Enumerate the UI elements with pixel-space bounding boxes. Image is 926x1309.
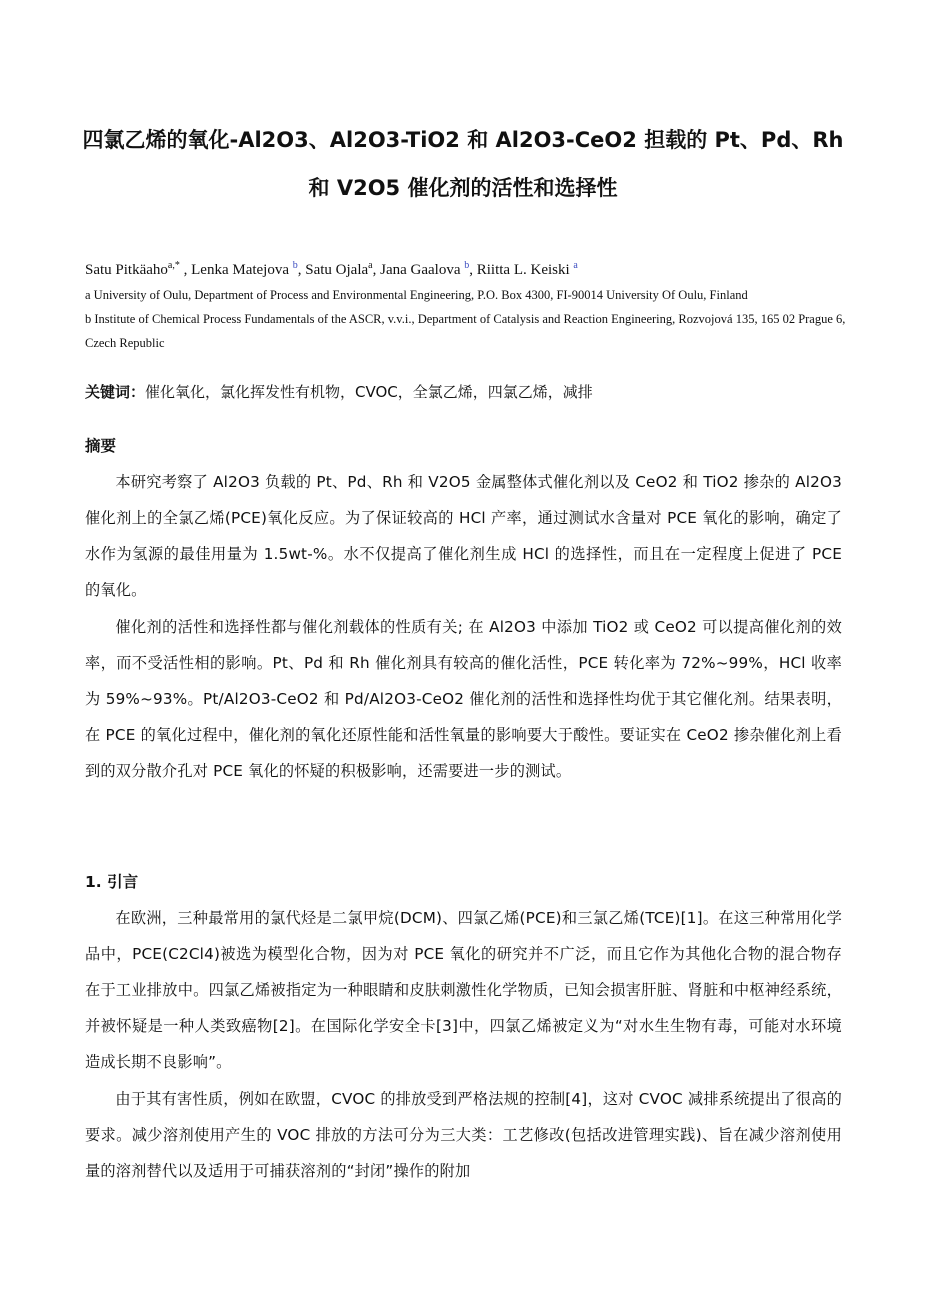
intro-paragraph-2: 由于其有害性质，例如在欧盟，CVOC 的排放受到严格法规的控制[4]，这对 CVOC 减排系统提出了很高的要求。减少溶剂使用产生的 VOC 排放的方法可分为三大类：工艺修改(包括改进管理实践)、旨在减少溶剂使用量的溶剂替代以及适用于可捕获溶剂的“封闭”操作的附加 xyxy=(85,1090,842,1180)
author-list: Satu Pitkäaho$^{a,*}$ , Lenka Matejova $^b$, Satu Ojala$^a$, Jana Gaalova $^b$, Riitta L. Keiski $^a$ xyxy=(85,260,578,278)
author-affiliation-mark: b xyxy=(292,260,298,271)
keywords xyxy=(85,378,855,406)
author-name: Riitta L. Keiski xyxy=(476,262,574,278)
affiliation-a: a University of Oulu, Department of Process and Environmental Engineering, P.O. Box 4300, FI-90014 University Of Oulu, Finland xyxy=(85,288,748,302)
author-affiliation-mark: a xyxy=(573,260,578,271)
abstract-heading: 摘要 xyxy=(85,437,117,455)
paper-title xyxy=(60,116,866,212)
author-name: Satu Pitkäaho xyxy=(85,262,168,278)
title-line-1: 四氯乙烯的氧化-Al2O3、Al2O3-TiO2 和 Al2O3-CeO2 担载的 Pt、Pd、Rh xyxy=(82,128,844,152)
author-name: Lenka Matejova xyxy=(191,262,293,278)
abstract-paragraph-1: 本研究考察了 Al2O3 负载的 Pt、Pd、Rh 和 V2O5 金属整体式催化剂以及 CeO2 和 TiO2 掺杂的 Al2O3 催化剂上的全氯乙烯(PCE)氧化反应。为了保证较高的 HCl 产率，通过测试水含量对 PCE 氧化的影响，确定了水作为氢源的最佳用量为 1.5wt-%。水不仅提高了催化剂生成 HCl 的选择性，而且在一定程度上促进了 PCE 的氧化。 xyxy=(85,473,842,599)
author-affiliation-mark: a xyxy=(368,260,373,271)
author-name: Satu Ojala xyxy=(305,262,369,278)
intro-paragraph-1: 在欧洲，三种最常用的氯代烃是二氯甲烷(DCM)、四氯乙烯(PCE)和三氯乙烯(TCE)[1]。在这三种常用化学品中，PCE(C2Cl4)被选为模型化合物，因为对 PCE 氧化的研究并不广泛，而且它作为其他化合物的混合物存在于工业排放中。四氯乙烯被指定为一种眼睛和皮肤刺激性化学物质，已知会损害肝脏、肾脏和中枢神经系统，并被怀疑是一种人类致癌物[2]。在国际化学安全卡[3]中，四氯乙烯被定义为“对水生生物有毒，可能对水环境造成长期不良影响”。 xyxy=(85,909,842,1071)
title-line-2: 和 V2O5 催化剂的活性和选择性 xyxy=(308,176,618,200)
abstract-paragraph-2: 催化剂的活性和选择性都与催化剂载体的性质有关; 在 Al2O3 中添加 TiO2 或 CeO2 可以提高催化剂的效率，而不受活性相的影响。Pt、Pd 和 Rh 催化剂具有较高的催化活性，PCE 转化率为 72%~99%，HCl 收率为 59%~93%。Pt/Al2O3-CeO2 和 Pd/Al2O3-CeO2 催化剂的活性和选择性均优于其它催化剂。结果表明，在 PCE 的氧化过程中，催化剂的氧化还原性能和活性氧量的影响要大于酸性。要证实在 CeO2 掺杂催化剂上看到的双分散介孔对 PCE 氧化的怀疑的积极影响，还需要进一步的测试。 xyxy=(85,618,842,780)
keywords-text: 催化氧化，氯化挥发性有机物，CVOC，全氯乙烯，四氯乙烯，减排 xyxy=(145,383,593,401)
keywords-label: 关键词： xyxy=(85,383,146,401)
author-affiliation-mark: b xyxy=(464,260,470,271)
affiliation-b: b Institute of Chemical Process Fundamentals of the ASCR, v.v.i., Department of Catalysis and Reaction Engineering, Rozvojová 135, 165 02 Prague 6, Czech Republic xyxy=(85,312,846,350)
author-affiliation-mark: a,* xyxy=(167,260,180,271)
author-name: Jana Gaalova xyxy=(380,262,465,278)
intro-heading: 1. 引言 xyxy=(85,873,139,891)
